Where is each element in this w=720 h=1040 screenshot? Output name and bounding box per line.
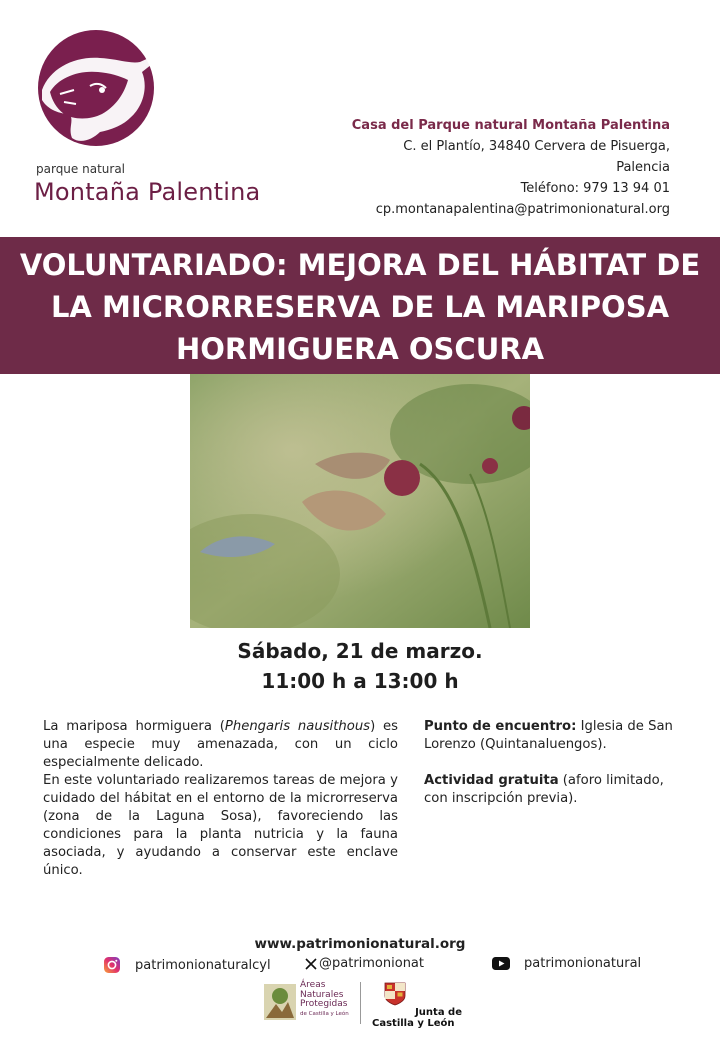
banner-line1: VOLUNTARIADO: MEJORA DEL HÁBITAT DE — [19, 247, 701, 282]
banner-line3: HORMIGUERA OSCURA — [175, 331, 545, 366]
event-time: 11:00 h a 13:00 h — [261, 669, 459, 693]
free-label: Actividad gratuita — [424, 773, 559, 788]
event-datetime — [0, 636, 720, 696]
anp-line2: Naturales — [300, 989, 344, 1000]
junta-shield-icon — [384, 980, 406, 1010]
description-column — [43, 718, 398, 880]
x-logo-icon — [305, 958, 317, 970]
website-link[interactable]: www.patrimonionatural.org — [254, 936, 466, 952]
meeting-label: Punto de encuentro: — [424, 719, 577, 734]
youtube-handle: patrimonionatural — [524, 956, 642, 971]
banner-line2: LA MICRORRESERVA DE LA MARIPOSA — [50, 289, 670, 324]
contact-block — [352, 115, 670, 220]
event-date: Sábado, 21 de marzo. — [237, 639, 483, 663]
butterfly-photo-image — [190, 374, 530, 628]
social-x[interactable] — [305, 956, 424, 971]
free-activity — [424, 772, 686, 808]
social-instagram[interactable] — [103, 956, 271, 974]
footer-logos — [262, 980, 462, 1028]
contact-address-line1: C. el Plantío, 34840 Cervera de Pisuerga, — [403, 139, 670, 154]
anp-text — [300, 981, 349, 1019]
anp-line4: de Castilla y León — [300, 1010, 349, 1017]
contact-address-line2: Palencia — [616, 160, 670, 175]
anp-logo-icon — [264, 984, 296, 1020]
junta-text — [372, 1007, 466, 1029]
instagram-handle: patrimonionaturalcyl — [135, 957, 271, 973]
description-p1-start: La mariposa hormiguera ( — [43, 719, 225, 734]
logo-subtitle: parque natural — [36, 162, 126, 176]
meeting-value: Iglesia de San Lorenzo (Quintanaluengos). — [424, 719, 673, 752]
contact-phone: Teléfono: 979 13 94 01 — [520, 181, 670, 196]
details-column — [424, 718, 686, 826]
description-p1-end: ) es una especie muy amenazada, con un ciclo especialmente delicado. — [43, 719, 399, 770]
anp-line3: Protegidas — [300, 999, 348, 1009]
anp-line1: Áreas — [300, 980, 326, 990]
x-handle: @patrimonionat — [319, 956, 424, 971]
contact-email[interactable]: cp.montanapalentina@patrimonionatural.org — [375, 202, 670, 217]
species-name: Phengaris nausithous — [224, 719, 371, 734]
description-paragraph-1 — [43, 718, 398, 772]
logo-name: Montaña Palentina — [34, 178, 261, 206]
meeting-point — [424, 718, 686, 754]
title-banner — [0, 237, 720, 374]
social-youtube[interactable] — [492, 956, 641, 971]
contact-title: Casa del Parque natural Montaña Palentina — [351, 118, 670, 133]
logo-divider — [360, 982, 361, 1024]
youtube-icon — [492, 957, 510, 970]
bear-head-logo-icon — [30, 28, 190, 158]
junta-line1: Junta de — [415, 1007, 462, 1018]
butterfly-photo — [190, 374, 530, 628]
free-value: (aforo limitado, con inscripción previa). — [424, 773, 664, 806]
junta-line2: Castilla y León — [372, 1018, 455, 1029]
instagram-icon — [103, 956, 121, 974]
description-paragraph-2: En este voluntariado realizaremos tareas de mejora y cuidado del hábitat en el entorno de la microrreserva (zona de la Laguna Sosa), favoreciendo las condiciones para la planta nutricia y la fauna asociada, y ayudando a conservar este enclave único. — [43, 773, 398, 878]
